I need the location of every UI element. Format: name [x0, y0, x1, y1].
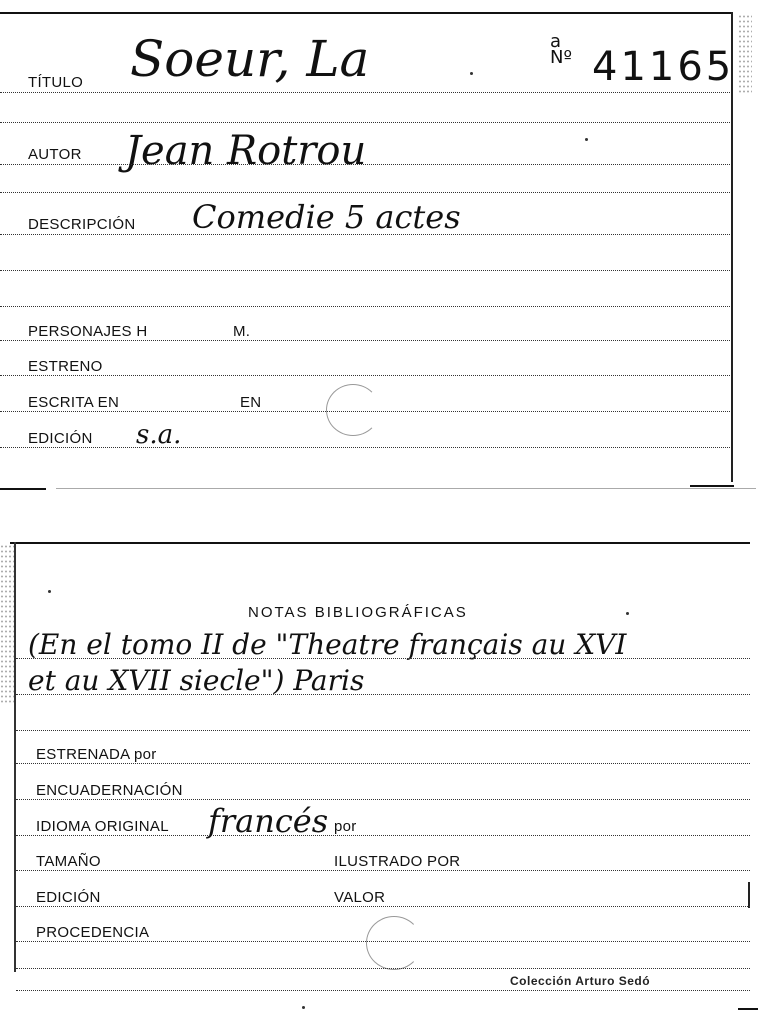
paper-specks: [0, 544, 14, 704]
blank-rule: [0, 270, 730, 271]
procedencia-rule: [16, 941, 750, 942]
blank-rule: [0, 306, 730, 307]
ilustrado-label: ILUSTRADO POR: [334, 853, 461, 870]
autor-rule: [0, 164, 730, 165]
blank-rule: [16, 968, 750, 969]
card-top-edge: [10, 542, 750, 544]
descripcion-label: DESCRIPCIÓN: [28, 216, 136, 233]
catalog-card-back: [0, 540, 759, 1028]
escrita-en-label: ESCRITA EN: [28, 394, 120, 411]
blank-rule: [16, 990, 750, 991]
stamp-mark: [326, 384, 380, 436]
cut-mark-right: [738, 1008, 758, 1010]
notas-line-2: et au XVII siecle") Paris: [28, 664, 365, 697]
cut-mark-left: [0, 488, 46, 490]
descripcion-value: Comedie 5 actes: [192, 198, 461, 236]
notas-rule-2: [16, 694, 750, 695]
descripcion-rule: [0, 234, 730, 235]
blank-rule: [16, 730, 750, 731]
titulo-value: Soeur, La: [130, 30, 370, 88]
speck: [585, 138, 588, 141]
idioma-por-label: por: [334, 818, 357, 835]
edicion-label: EDICIÓN: [36, 889, 101, 906]
idioma-value: francés: [208, 802, 329, 840]
catalog-number: 41165: [592, 44, 735, 90]
stamp-mark: [366, 916, 422, 970]
estrenada-label: ESTRENADA por: [36, 746, 157, 763]
edicion-value: s.a.: [136, 420, 182, 450]
card-left-edge: [14, 542, 16, 972]
autor-value: Jean Rotrou: [125, 128, 367, 174]
estreno-rule: [0, 375, 730, 376]
encuadernacion-label: ENCUADERNACIÓN: [36, 782, 183, 799]
tamano-label: TAMAÑO: [36, 853, 101, 870]
card-top-edge: [0, 12, 732, 14]
speck: [626, 612, 629, 615]
edicion-rule: [0, 447, 730, 448]
personajes-label: PERSONAJES H: [28, 323, 148, 340]
edicion-rule: [16, 906, 750, 907]
notas-heading: NOTAS BIBLIOGRÁFICAS: [248, 604, 468, 621]
speck: [48, 590, 51, 593]
blank-rule: [0, 192, 730, 193]
paper-specks: [738, 14, 752, 94]
tamano-rule: [16, 870, 750, 871]
estreno-label: ESTRENO: [28, 358, 103, 375]
speck: [302, 1006, 305, 1009]
edicion-label: EDICIÓN: [28, 430, 93, 447]
cut-mark-right: [690, 485, 734, 487]
valor-label: VALOR: [334, 889, 386, 906]
speck: [470, 72, 473, 75]
personajes-m-label: M.: [233, 323, 251, 340]
card-separator: [56, 488, 756, 489]
escrita-rule: [0, 411, 730, 412]
idioma-label: IDIOMA ORIGINAL: [36, 818, 169, 835]
estrenada-rule: [16, 763, 750, 764]
collection-footer: Colección Arturo Sedó: [510, 974, 651, 988]
notas-line-1: (En el tomo II de "Theatre français au XVI: [28, 628, 627, 661]
blank-rule: [0, 122, 730, 123]
catalog-card-front: [0, 0, 759, 495]
procedencia-label: PROCEDENCIA: [36, 924, 150, 941]
notas-rule-1: [16, 658, 750, 659]
idioma-rule: [16, 835, 750, 836]
encuadernacion-rule: [16, 799, 750, 800]
personajes-rule: [0, 340, 730, 341]
titulo-rule: [0, 92, 730, 93]
autor-label: AUTOR: [28, 146, 82, 163]
titulo-label: TÍTULO: [28, 74, 84, 91]
escrita-en-en-label: EN: [240, 394, 262, 411]
tab-edge: [748, 882, 750, 908]
number-prefix: a Nº: [550, 31, 572, 68]
